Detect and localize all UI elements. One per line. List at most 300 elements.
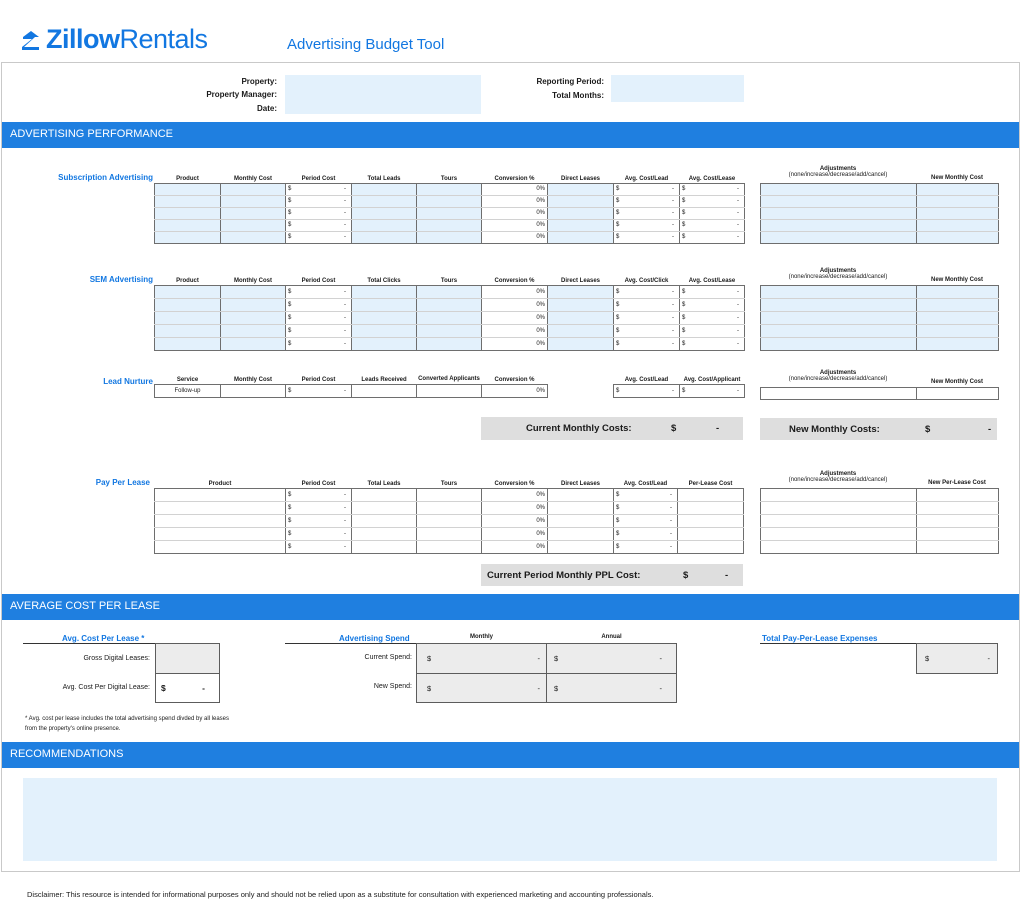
input-cell[interactable] xyxy=(221,384,286,397)
dash-value: - xyxy=(737,234,739,240)
money-value xyxy=(288,341,349,347)
column-header: Total Leads xyxy=(367,480,401,487)
current-monthly-costs-label: Current Monthly Costs: xyxy=(526,423,632,434)
input-cell[interactable] xyxy=(548,285,614,298)
input-cell[interactable] xyxy=(221,324,286,337)
dollar-sign: $ xyxy=(616,504,620,511)
money-cell xyxy=(614,207,680,219)
new-cost-cell[interactable] xyxy=(917,184,999,196)
dash-value: - xyxy=(737,198,739,204)
input-cell[interactable] xyxy=(548,183,614,195)
input-cell[interactable] xyxy=(417,501,482,514)
dash-value: - xyxy=(672,198,674,204)
dollar-sign: $ xyxy=(616,301,620,308)
input-cell[interactable] xyxy=(417,207,482,219)
dollar-sign: $ xyxy=(616,530,620,537)
conversion-cell: 0% xyxy=(482,324,548,337)
table-row xyxy=(155,219,745,231)
new-cost-cell[interactable] xyxy=(917,232,999,244)
money-cell xyxy=(286,231,352,243)
input-cell[interactable] xyxy=(352,527,417,540)
adjustment-cell[interactable] xyxy=(761,489,917,502)
new-cost-cell[interactable] xyxy=(917,502,999,515)
input-cell[interactable] xyxy=(548,527,614,540)
money-cell xyxy=(286,540,352,553)
dollar-sign: $ xyxy=(682,234,686,240)
table-row xyxy=(155,195,745,207)
new-monthly-cost-heading-3: New Monthly Cost xyxy=(931,379,983,385)
input-cell[interactable] xyxy=(155,219,221,231)
property-manager-label: Property Manager: xyxy=(206,90,277,99)
input-cell[interactable] xyxy=(155,540,286,553)
money-cell xyxy=(614,324,680,337)
money-value xyxy=(288,198,349,204)
column-header: Product xyxy=(176,175,199,182)
input-cell[interactable] xyxy=(417,337,482,350)
sem-adjustments-table xyxy=(760,285,999,351)
input-cell[interactable] xyxy=(417,195,482,207)
dollar: $ xyxy=(925,654,930,663)
dash-value: - xyxy=(344,301,346,308)
input-cell[interactable] xyxy=(352,488,417,501)
input-cell[interactable] xyxy=(352,298,417,311)
dash-value: - xyxy=(344,222,346,228)
current-spend-monthly xyxy=(416,643,547,674)
money-value xyxy=(288,222,349,228)
table-row xyxy=(155,527,744,540)
money-value xyxy=(682,302,742,308)
adjustment-cell[interactable] xyxy=(761,515,917,528)
spend-monthly-heading: Monthly xyxy=(470,634,493,640)
money-cell xyxy=(286,219,352,231)
dollar-sign: $ xyxy=(288,491,292,498)
input-cell[interactable] xyxy=(221,183,286,195)
money-cell xyxy=(286,501,352,514)
conversion-cell: 0% xyxy=(482,207,548,219)
input-cell[interactable] xyxy=(155,207,221,219)
adjustment-cell[interactable] xyxy=(761,286,917,299)
input-cell[interactable] xyxy=(678,501,744,514)
input-cell[interactable] xyxy=(417,324,482,337)
input-cell[interactable] xyxy=(221,195,286,207)
input-cell[interactable] xyxy=(221,219,286,231)
money-value xyxy=(682,315,742,321)
money-cell xyxy=(614,514,678,527)
dash-value: - xyxy=(737,387,739,394)
dollar-sign: $ xyxy=(682,327,686,334)
column-header: Avg. Cost/Lead xyxy=(623,480,668,487)
dash-value: - xyxy=(344,288,346,295)
adjustment-cell[interactable] xyxy=(761,312,917,325)
input-cell[interactable] xyxy=(417,183,482,195)
dash-value: - xyxy=(344,517,346,524)
input-cell[interactable] xyxy=(221,285,286,298)
property-manager-field[interactable] xyxy=(285,88,481,101)
input-cell[interactable] xyxy=(221,337,286,350)
input-cell[interactable] xyxy=(352,231,417,243)
lead-nurture-table xyxy=(154,366,745,398)
money-cell xyxy=(286,488,352,501)
dash-value: - xyxy=(737,210,739,216)
dash-value: - xyxy=(672,314,674,321)
money-value xyxy=(616,234,677,240)
input-cell[interactable] xyxy=(155,324,221,337)
dollar-sign: $ xyxy=(288,186,292,192)
adjustment-cell[interactable] xyxy=(761,388,917,400)
dash-value: - xyxy=(344,387,346,394)
input-cell[interactable] xyxy=(417,527,482,540)
input-cell[interactable] xyxy=(155,501,286,514)
money-cell xyxy=(286,285,352,298)
dollar-sign: $ xyxy=(682,210,686,216)
table-row xyxy=(761,286,999,299)
new-cost-cell[interactable] xyxy=(917,489,999,502)
column-header: Conversion % xyxy=(494,376,535,383)
money-cell xyxy=(614,231,680,243)
adjustments-subheading: (none/increase/decrease/add/cancel) xyxy=(788,274,888,280)
input-cell[interactable] xyxy=(352,501,417,514)
input-cell[interactable] xyxy=(352,384,417,397)
money-value xyxy=(288,315,349,321)
dash-value: - xyxy=(344,340,346,347)
new-monthly-costs-bar xyxy=(760,418,997,440)
reporting-period-field[interactable] xyxy=(611,75,744,88)
table-row xyxy=(761,220,999,232)
column-header: Total Clicks xyxy=(367,277,401,284)
input-cell[interactable] xyxy=(548,501,614,514)
dash-value: - xyxy=(344,210,346,216)
money-cell xyxy=(286,324,352,337)
lead-nurture-label: Lead Nurture xyxy=(103,377,153,386)
conversion-cell: 0% xyxy=(482,311,548,324)
adjustment-cell[interactable] xyxy=(761,528,917,541)
dollar-sign: $ xyxy=(682,387,686,394)
conversion-cell: 0% xyxy=(482,219,548,231)
dollar-sign: $ xyxy=(288,517,292,524)
input-cell[interactable] xyxy=(417,514,482,527)
input-cell[interactable] xyxy=(548,207,614,219)
adjustment-cell[interactable] xyxy=(761,541,917,554)
dollar: $ xyxy=(427,654,432,663)
adjustment-cell[interactable] xyxy=(761,196,917,208)
new-cost-cell[interactable] xyxy=(917,208,999,220)
column-header: Conversion % xyxy=(494,277,535,284)
dollar-sign: $ xyxy=(288,288,292,295)
adjustment-cell[interactable] xyxy=(761,299,917,312)
footnote-line-2: from the property's online presence. xyxy=(25,726,121,732)
input-cell[interactable] xyxy=(155,285,221,298)
input-cell[interactable] xyxy=(678,527,744,540)
money-cell xyxy=(614,285,680,298)
input-cell[interactable] xyxy=(548,324,614,337)
new-cost-cell[interactable] xyxy=(917,286,999,299)
new-cost-cell[interactable] xyxy=(917,299,999,312)
money-value xyxy=(616,315,677,321)
input-cell[interactable] xyxy=(352,183,417,195)
dash-value: - xyxy=(737,327,739,334)
conversion-cell: 0% xyxy=(482,231,548,243)
dollar: $ xyxy=(427,683,432,693)
money-value xyxy=(616,328,677,334)
input-cell[interactable] xyxy=(678,514,744,527)
dash-value: - xyxy=(344,504,346,511)
adjustment-cell[interactable] xyxy=(761,220,917,232)
dash: - xyxy=(659,683,662,693)
section-recommendations: RECOMMENDATIONS xyxy=(2,742,1019,768)
section-advertising-performance: ADVERTISING PERFORMANCE xyxy=(2,122,1019,148)
input-cell[interactable] xyxy=(352,514,417,527)
dollar: $ xyxy=(554,654,559,663)
input-cell[interactable] xyxy=(417,219,482,231)
input-cell[interactable] xyxy=(352,285,417,298)
adjustment-cell[interactable] xyxy=(761,502,917,515)
input-cell[interactable] xyxy=(548,298,614,311)
column-header: Monthly Cost xyxy=(234,376,272,383)
column-header: Monthly Cost xyxy=(234,277,272,284)
adjustment-cell[interactable] xyxy=(761,208,917,220)
input-cell[interactable] xyxy=(548,195,614,207)
dollar-sign: $ xyxy=(616,288,620,295)
dash-value: - xyxy=(670,530,672,537)
subscription-adjustments-table xyxy=(760,183,999,244)
conversion-cell: 0% xyxy=(482,540,548,553)
table-row xyxy=(761,325,999,338)
total-months-field[interactable] xyxy=(611,88,744,102)
spend-annual-heading: Annual xyxy=(601,634,622,640)
new-cost-cell[interactable] xyxy=(917,338,999,351)
dollar-sign: $ xyxy=(616,387,620,394)
dollar-sign: $ xyxy=(616,234,620,240)
money-cell xyxy=(286,311,352,324)
conversion-cell: 0% xyxy=(482,514,548,527)
adjustment-cell[interactable] xyxy=(761,184,917,196)
adjustments-subheading: (none/increase/decrease/add/cancel) xyxy=(788,172,888,178)
dollar-sign: $ xyxy=(288,210,292,216)
sem-advertising-label: SEM Advertising xyxy=(89,275,153,284)
table-row xyxy=(155,285,745,298)
dollar-sign: $ xyxy=(288,222,292,228)
input-cell[interactable] xyxy=(678,540,744,553)
dash-value: - xyxy=(670,491,672,498)
input-cell[interactable] xyxy=(155,337,221,350)
input-cell[interactable] xyxy=(155,527,286,540)
advertising-spend-title: Advertising Spend xyxy=(339,634,410,643)
table-row xyxy=(761,196,999,208)
column-header: Avg. Cost/Lead xyxy=(624,175,669,182)
dash: - xyxy=(537,654,540,663)
input-cell[interactable] xyxy=(352,311,417,324)
conversion-cell: 0% xyxy=(482,285,548,298)
table-row xyxy=(155,183,745,195)
input-cell[interactable] xyxy=(221,231,286,243)
money-value xyxy=(288,302,349,308)
adjustments-title-4 xyxy=(760,471,916,483)
column-header: Total Leads xyxy=(367,175,401,182)
input-cell[interactable] xyxy=(155,231,221,243)
input-cell[interactable] xyxy=(548,514,614,527)
money-cell xyxy=(680,324,745,337)
dollar-sign: $ xyxy=(682,301,686,308)
input-cell[interactable] xyxy=(155,195,221,207)
money-cell xyxy=(680,183,745,195)
column-header: Monthly Cost xyxy=(234,175,272,182)
input-cell[interactable] xyxy=(417,540,482,553)
dash-value: - xyxy=(344,491,346,498)
new-cost-cell[interactable] xyxy=(917,220,999,232)
dash-value: - xyxy=(672,301,674,308)
dollar-sign: $ xyxy=(682,288,686,295)
input-cell[interactable] xyxy=(548,337,614,350)
input-cell[interactable] xyxy=(352,540,417,553)
recommendations-textarea[interactable] xyxy=(23,778,997,861)
money-cell xyxy=(286,384,352,397)
money-value xyxy=(616,518,675,524)
money-value xyxy=(616,544,675,550)
gross-digital-leases-label: Gross Digital Leases: xyxy=(83,655,150,662)
input-cell[interactable] xyxy=(221,298,286,311)
column-header: Product xyxy=(208,480,232,487)
input-cell[interactable] xyxy=(548,540,614,553)
date-field[interactable] xyxy=(285,101,481,114)
dollar-sign: $ xyxy=(616,222,620,228)
input-cell[interactable] xyxy=(352,337,417,350)
money-value xyxy=(288,492,349,498)
money-value xyxy=(616,186,677,192)
column-header: Product xyxy=(176,277,199,284)
input-cell[interactable] xyxy=(417,298,482,311)
money-value xyxy=(288,388,349,394)
dollar-sign: $ xyxy=(682,186,686,192)
dash: - xyxy=(537,683,540,693)
money-value xyxy=(682,210,742,216)
new-cost-cell[interactable] xyxy=(917,312,999,325)
money-value xyxy=(682,328,742,334)
adjustment-cell[interactable] xyxy=(761,338,917,351)
avg-dash: - xyxy=(202,683,205,693)
conversion-cell: 0% xyxy=(482,298,548,311)
gross-digital-leases-value xyxy=(155,643,220,674)
new-cost-cell[interactable] xyxy=(917,515,999,528)
dash-value: - xyxy=(737,301,739,308)
input-cell[interactable] xyxy=(155,311,221,324)
conversion-cell: 0% xyxy=(482,183,548,195)
input-cell[interactable] xyxy=(417,311,482,324)
avg-dollar: $ xyxy=(161,683,166,693)
column-header: Direct Leases xyxy=(560,277,601,284)
money-value xyxy=(288,328,349,334)
nurture-adjustments-table xyxy=(760,387,999,400)
money-value xyxy=(288,518,349,524)
column-header: Avg. Cost/Click xyxy=(624,277,669,284)
table-row xyxy=(761,515,999,528)
new-cost-cell[interactable] xyxy=(917,388,999,400)
column-header xyxy=(548,366,614,384)
new-cost-cell[interactable] xyxy=(917,528,999,541)
input-cell[interactable] xyxy=(548,219,614,231)
table-row xyxy=(761,299,999,312)
money-cell xyxy=(614,501,678,514)
new-monthly-dollar: $ xyxy=(925,423,931,435)
dash-value: - xyxy=(344,543,346,550)
dollar-sign: $ xyxy=(682,314,686,321)
input-cell[interactable] xyxy=(548,231,614,243)
zillow-z-icon xyxy=(20,28,42,50)
new-monthly-cost-heading-2: New Monthly Cost xyxy=(931,277,983,283)
dash-value: - xyxy=(737,314,739,321)
adjustment-cell[interactable] xyxy=(761,325,917,338)
money-cell xyxy=(680,207,745,219)
table-row xyxy=(761,338,999,351)
brand-bold: Zillow xyxy=(46,23,120,54)
sem-table xyxy=(154,267,745,351)
disclaimer-text: Disclaimer: This resource is intended for informational purposes only and should not be relied upon as a substitute for consultation with experienced marketing and accounting professionals. xyxy=(27,890,654,899)
input-cell[interactable] xyxy=(548,311,614,324)
column-header: Avg. Cost/Lease xyxy=(688,175,736,182)
property-field[interactable] xyxy=(285,75,481,88)
column-header: Tours xyxy=(440,277,458,284)
money-cell xyxy=(680,219,745,231)
input-cell[interactable] xyxy=(221,311,286,324)
new-cost-cell[interactable] xyxy=(917,541,999,554)
dash-value: - xyxy=(344,186,346,192)
table-row xyxy=(155,207,745,219)
dollar-sign: $ xyxy=(682,198,686,204)
dash-value: - xyxy=(670,517,672,524)
current-monthly-dollar: $ xyxy=(671,423,677,434)
input-cell[interactable] xyxy=(352,195,417,207)
new-monthly-value: - xyxy=(988,423,992,435)
dash-value: - xyxy=(344,198,346,204)
input-cell[interactable] xyxy=(417,285,482,298)
current-ppl-cost-bar xyxy=(481,564,743,586)
dash-value: - xyxy=(344,530,346,537)
money-value xyxy=(616,198,677,204)
input-cell[interactable] xyxy=(417,231,482,243)
new-cost-cell[interactable] xyxy=(917,196,999,208)
money-value xyxy=(288,289,349,295)
input-cell[interactable] xyxy=(155,298,221,311)
dollar-sign: $ xyxy=(616,198,620,204)
input-cell[interactable] xyxy=(155,514,286,527)
column-header: Converted Applicants xyxy=(418,375,480,382)
adjustment-cell[interactable] xyxy=(761,232,917,244)
money-cell xyxy=(286,183,352,195)
input-cell[interactable] xyxy=(417,488,482,501)
money-value xyxy=(288,544,349,550)
adjustments-title-3 xyxy=(760,370,916,382)
input-cell[interactable] xyxy=(155,183,221,195)
dash-value: - xyxy=(737,340,739,347)
money-cell xyxy=(286,298,352,311)
new-cost-cell[interactable] xyxy=(917,325,999,338)
money-value xyxy=(616,388,677,394)
dollar-sign: $ xyxy=(616,210,620,216)
input-cell[interactable] xyxy=(155,488,286,501)
column-header: Period Cost xyxy=(301,277,336,284)
money-value xyxy=(616,531,675,537)
column-header: Leads Received xyxy=(361,376,407,383)
money-value xyxy=(616,492,675,498)
new-monthly-costs-label: New Monthly Costs: xyxy=(789,423,880,435)
input-cell[interactable] xyxy=(352,324,417,337)
input-cell[interactable] xyxy=(352,219,417,231)
dash-value: - xyxy=(737,222,739,228)
input-cell[interactable] xyxy=(221,207,286,219)
input-cell[interactable] xyxy=(678,488,744,501)
input-cell[interactable] xyxy=(548,488,614,501)
input-cell[interactable] xyxy=(352,207,417,219)
input-cell[interactable] xyxy=(417,384,482,397)
